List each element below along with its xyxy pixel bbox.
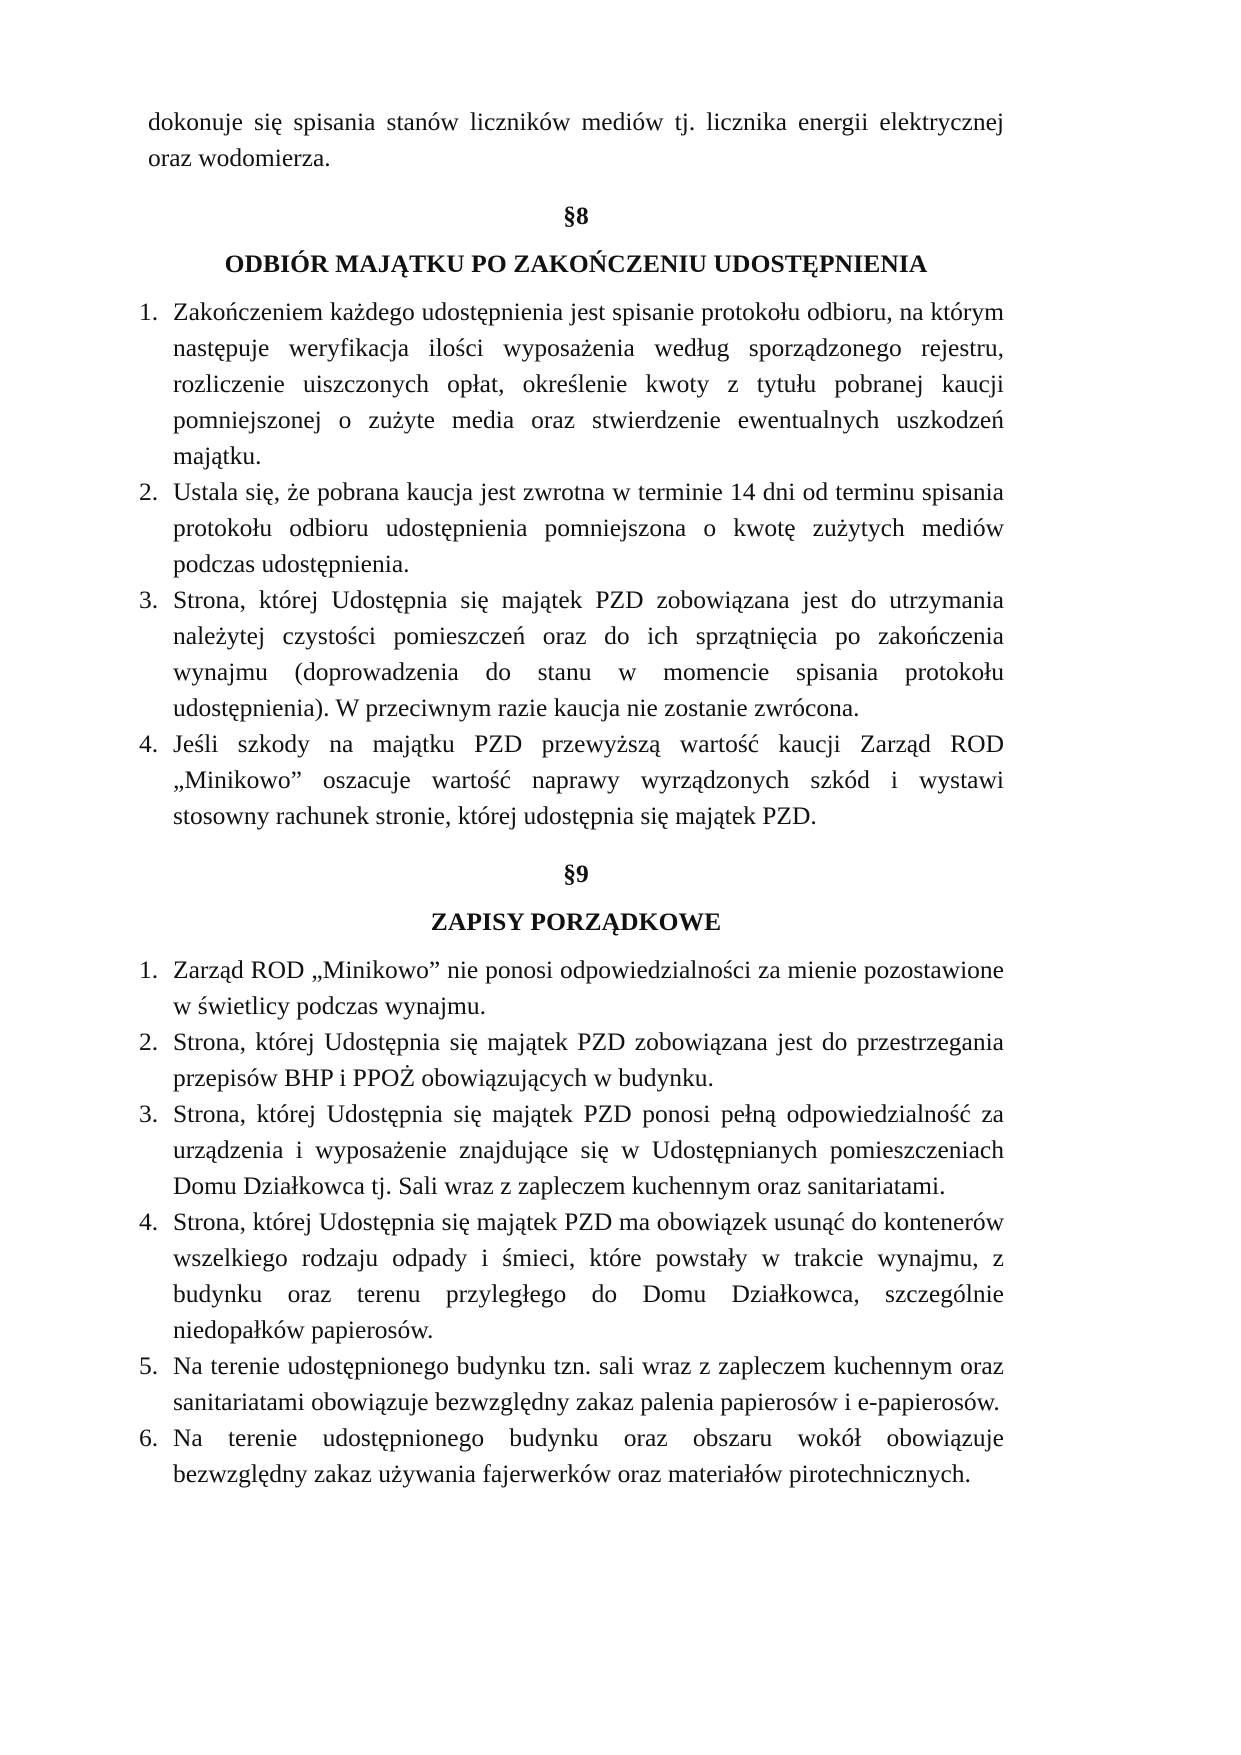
list-item bbox=[139, 1096, 1004, 1204]
section-8-list bbox=[139, 294, 1004, 834]
list-item-number: 4. bbox=[139, 1207, 159, 1236]
list-item-text: Strona, której Udostępnia się majątek PZD zobowiązana jest do przestrzegania przepisów BHP i PPOŻ obowiązujących w budynku. bbox=[173, 1027, 1004, 1092]
section-title: ODBIÓR MAJĄTKU PO ZAKOŃCZENIU UDOSTĘPNIENIA bbox=[224, 249, 928, 278]
list-item-text: Na terenie udostępnionego budynku tzn. sali wraz z zapleczem kuchennym oraz sanitariatami obowiązuje bezwzględny zakaz palenia papierosów i e-papierosów. bbox=[173, 1351, 1004, 1416]
list-item bbox=[139, 1420, 1004, 1492]
list-item-number: 2. bbox=[139, 1027, 159, 1056]
list-item bbox=[139, 1348, 1004, 1420]
list-item bbox=[139, 726, 1004, 834]
section-9-list bbox=[139, 952, 1004, 1492]
list-item-text: Zakończeniem każdego udostępnienia jest spisanie protokołu odbioru, na którym następuje weryfikacja ilości wyposażenia według sporządzonego rejestru, rozliczenie uiszczonych opłat, określenie kwoty z tytułu pobranej kaucji pomniejszonej o zużyte media oraz stwierdzenie ewentualnych uszkodzeń majątku. bbox=[173, 297, 1004, 470]
section-8 bbox=[139, 198, 1004, 834]
list-item bbox=[139, 582, 1004, 726]
list-item-text: Strona, której Udostępnia się majątek PZD zobowiązana jest do utrzymania należytej czystości pomieszczeń oraz do ich sprzątnięcia po zakończenia wynajmu (doprowadzenia do stanu w momencie spisania protokołu udostępnienia). W przeciwnym razie kaucja nie zostanie zwrócona. bbox=[173, 585, 1004, 722]
list-item-text: Strona, której Udostępnia się majątek PZD ponosi pełną odpowiedzialność za urządzenia i wyposażenie znajdujące się w Udostępnianych pomieszczeniach Domu Działkowca tj. Sali wraz z zapleczem kuchennym oraz sanitariatami. bbox=[173, 1099, 1004, 1200]
list-item-number: 3. bbox=[139, 1099, 159, 1128]
list-item-text: Zarząd ROD „Minikowo” nie ponosi odpowiedzialności za mienie pozostawione w świetlicy podczas wynajmu. bbox=[173, 955, 1004, 1020]
list-item-number: 5. bbox=[139, 1351, 159, 1380]
list-item-number: 6. bbox=[139, 1423, 159, 1452]
list-item bbox=[139, 1204, 1004, 1348]
document-page bbox=[139, 104, 1004, 1492]
list-item-number: 2. bbox=[139, 477, 159, 506]
section-title: ZAPISY PORZĄDKOWE bbox=[430, 907, 722, 936]
section-number: §9 bbox=[563, 859, 589, 888]
list-item-text: Ustala się, że pobrana kaucja jest zwrotna w terminie 14 dni od terminu spisania protokołu odbioru udostępnienia pomniejszona o kwotę zużytych mediów podczas udostępnienia. bbox=[173, 477, 1004, 578]
list-item bbox=[139, 1024, 1004, 1096]
list-item bbox=[139, 294, 1004, 474]
section-9 bbox=[139, 856, 1004, 1492]
list-item-number: 4. bbox=[139, 729, 159, 758]
list-item bbox=[139, 474, 1004, 582]
list-item-text: Strona, której Udostępnia się majątek PZD ma obowiązek usunąć do kontenerów wszelkiego rodzaju odpady i śmieci, które powstały w trakcie wynajmu, z budynku oraz terenu przyległego do Domu Działkowca, szczególnie niedopałków papierosów. bbox=[173, 1207, 1004, 1344]
list-item bbox=[139, 952, 1004, 1024]
section-number: §8 bbox=[563, 201, 589, 230]
list-item-text: Na terenie udostępnionego budynku oraz obszaru wokół obowiązuje bezwzględny zakaz używania fajerwerków oraz materiałów pirotechnicznych. bbox=[173, 1423, 1004, 1488]
list-item-number: 1. bbox=[139, 955, 159, 984]
list-item-text: Jeśli szkody na majątku PZD przewyższą wartość kaucji Zarząd ROD „Minikowo” oszacuje wartość naprawy wyrządzonych szkód i wystawi stosowny rachunek stronie, której udostępnia się majątek PZD. bbox=[173, 729, 1004, 830]
intro-paragraph: dokonuje się spisania stanów liczników mediów tj. licznika energii elektrycznej oraz wodomierza. bbox=[148, 107, 1004, 172]
list-item-number: 3. bbox=[139, 585, 159, 614]
list-item-number: 1. bbox=[139, 297, 159, 326]
